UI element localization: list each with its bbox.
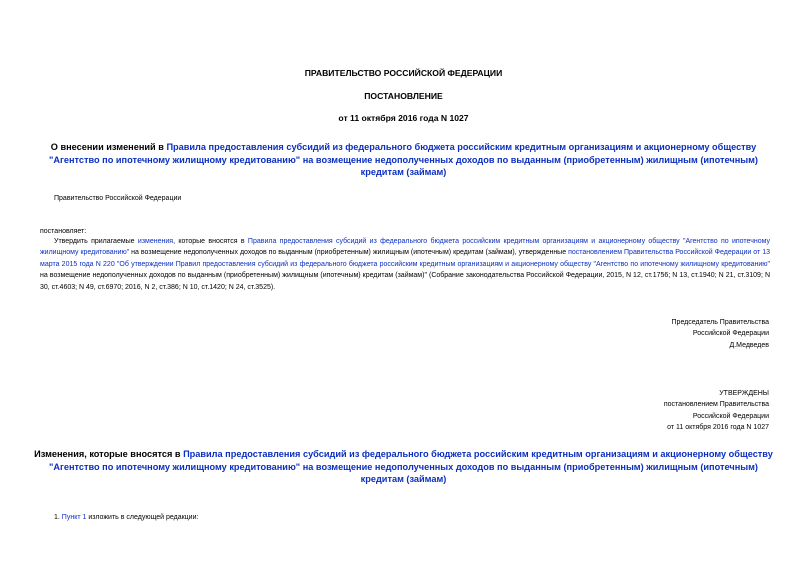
signature-title-1: Председатель Правительства — [671, 319, 769, 326]
signature-block — [672, 317, 769, 351]
rules-link[interactable]: Правила предоставления субсидий из федерального бюджета российским кредитным организациям и акционерному обществу "Агентство по ипотечному жилищному кредитованию" — [40, 238, 770, 257]
p1-start: Утвердить прилагаемые — [54, 238, 138, 245]
document-title — [30, 141, 777, 179]
item-1-text: изложить в следующей редакции: — [86, 514, 199, 521]
approved-heading: УТВЕРЖДЕНЫ — [719, 390, 769, 397]
approved-line-3: Российской Федерации — [692, 412, 769, 420]
government-heading: ПРАВИТЕЛЬСТВО РОССИЙСКОЙ ФЕДЕРАЦИИ — [304, 68, 503, 78]
item-1-number: 1. — [54, 514, 62, 521]
item-1 — [54, 512, 198, 524]
changes-title-rules-link[interactable]: Правила предоставления субсидий из федерального бюджета российским кредитным организациям и акционерному обществу "Агентство по ипотечному жилищному кредитованию" на возмещение недополученных доходов по выданным (приобретенным) жилищным (ипотечным) кредитам (займам) — [49, 449, 773, 484]
changes-link[interactable]: изменения — [137, 238, 174, 245]
p1-mid2: на возмещение недополученных доходов по выданным (приобретенным) жилищным (ипотечным) кредитам (займам), утвержденные — [129, 249, 569, 257]
paragraph-main — [40, 236, 770, 293]
title-rules-link[interactable]: Правила предоставления субсидий из федерального бюджета российским кредитным организациям и акционерному обществу "Агентство по ипотечному жилищному кредитованию" на возмещение недополученных доходов по выданным (приобретенным) жилищным (ипотечным) кредитам (займам) — [49, 142, 758, 177]
document-type: ПОСТАНОВЛЕНИЕ — [364, 91, 443, 101]
issuer-text: Правительство Российской Федерации — [54, 195, 182, 202]
title-prefix: О внесении изменений в — [50, 142, 167, 152]
approved-block — [664, 388, 769, 433]
resolution-220-link[interactable]: постановлением Правительства Российской Федерации от 13 марта 2015 года N 220 "Об утверждении Правил предоставления субсидий из федерального бюджета российским кредитным организациям и акционерному обществу "Агентство по ипотечному жилищному кредитованию" — [40, 249, 770, 268]
approved-line-4: от 11 октября 2016 года N 1027 — [667, 423, 769, 431]
item-1-point-link[interactable]: Пункт 1 — [61, 514, 87, 521]
p1-mid1: , которые вносятся в — [173, 238, 248, 245]
approved-line-2: постановлением Правительства — [663, 401, 769, 409]
decides-text: постановляет: — [40, 228, 87, 235]
signature-name: Д.Медведев — [729, 341, 769, 349]
changes-title-prefix: Изменения, которые вносятся в — [34, 449, 184, 459]
p1-end: на возмещение недополученных доходов по выданным (приобретенным) жилищным (ипотечным) кредитам (займам)" (Собрание законодательства Российской Федерации, 2015, N 12, ст.1756; N 13, ст.1940; N 21, ст.3109; N 30, ст.4603; N 49, ст.6970; 2016, N 2, ст.386; N 10, ст.1420; N 24, ст.3525). — [40, 272, 770, 291]
changes-title — [30, 448, 777, 486]
signature-title-2: Российской Федерации — [692, 330, 769, 338]
document-date-number: от 11 октября 2016 года N 1027 — [338, 113, 469, 123]
